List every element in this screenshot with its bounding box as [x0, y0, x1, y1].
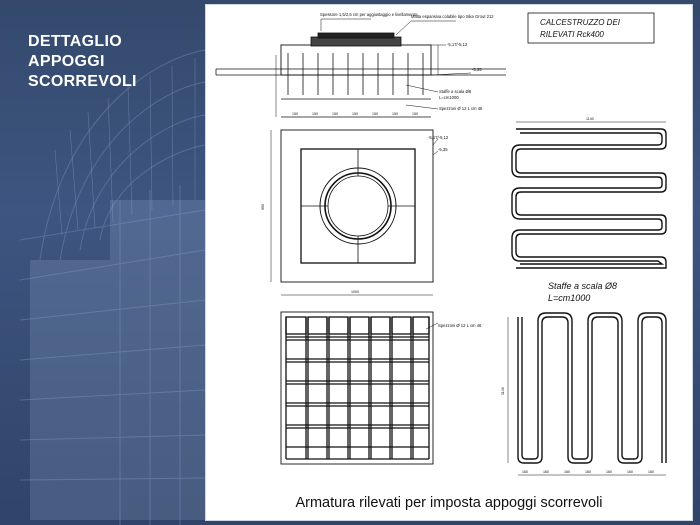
bar-note: Spezzoni Ø 12 L cm 46	[439, 106, 483, 111]
section-dimensions	[292, 112, 418, 116]
slide-title-line-2: APPOGGI	[28, 53, 105, 70]
svg-text:RILEVATI Rck400: RILEVATI Rck400	[540, 30, 604, 39]
svg-text:160: 160	[585, 470, 591, 474]
stirrup-note-line-1: Staffe a scala Ø8	[439, 89, 472, 94]
drawing-sheet	[205, 4, 693, 521]
grid-reinforcement-view	[281, 312, 438, 464]
stirrup-note-line-2: L=cm1000	[439, 95, 459, 100]
svg-text:150: 150	[352, 112, 358, 116]
svg-text:160: 160	[522, 470, 528, 474]
svg-text:150: 150	[332, 112, 338, 116]
plan-dim-height: 950	[261, 204, 265, 210]
svg-text:150: 150	[372, 112, 378, 116]
svg-text:160: 160	[606, 470, 612, 474]
svg-text:CALCESTRUZZO DEI: CALCESTRUZZO DEI	[540, 18, 621, 27]
svg-text:160: 160	[543, 470, 549, 474]
level-label-2: -5,35	[472, 67, 482, 72]
svg-text:150: 150	[312, 112, 318, 116]
technical-drawing	[206, 5, 692, 520]
plan-view	[271, 130, 438, 295]
svg-text:150: 150	[392, 112, 398, 116]
vertical-stirrup-dim: 1140	[501, 387, 505, 395]
plan-level-1: -5,17/-5,12	[428, 135, 449, 140]
slide-title-line-3: SCORREVOLI	[28, 73, 137, 90]
top-note-1: Spessore 1,5/2,5 cm per aggiustaggio e livellamento	[320, 12, 418, 17]
ladder-stirrup-vertical	[508, 313, 666, 475]
svg-text:150: 150	[412, 112, 418, 116]
ladder-stirrup-horizontal	[512, 122, 666, 268]
section-view	[216, 19, 506, 117]
stirrup-big-label-2: L=cm1000	[548, 293, 591, 303]
svg-text:150: 150	[292, 112, 298, 116]
bottom-dimensions	[522, 470, 654, 474]
slide-title	[28, 32, 137, 92]
grid-bar-note: Spezzoni Ø 12 L cm 46	[438, 323, 482, 328]
stirrup-big-label-1: Staffe a scala Ø8	[548, 281, 618, 291]
svg-text:160: 160	[627, 470, 633, 474]
plan-dim-width: 1000	[351, 290, 359, 294]
drawing-caption: Armatura rilevati per imposta appoggi scorrevoli	[295, 495, 603, 511]
plan-level-2: -5,35	[438, 147, 448, 152]
top-note-2: Malta espansiva colabile tipo Sika Grout 212	[411, 14, 494, 19]
slide-title-line-1: DETTAGLIO	[28, 33, 122, 50]
level-label-1: -5,17/-5,12	[447, 42, 468, 47]
svg-text:160: 160	[564, 470, 570, 474]
svg-text:160: 160	[648, 470, 654, 474]
stirrup-top-dim: 1140	[586, 117, 594, 121]
concrete-spec-box	[528, 13, 654, 43]
